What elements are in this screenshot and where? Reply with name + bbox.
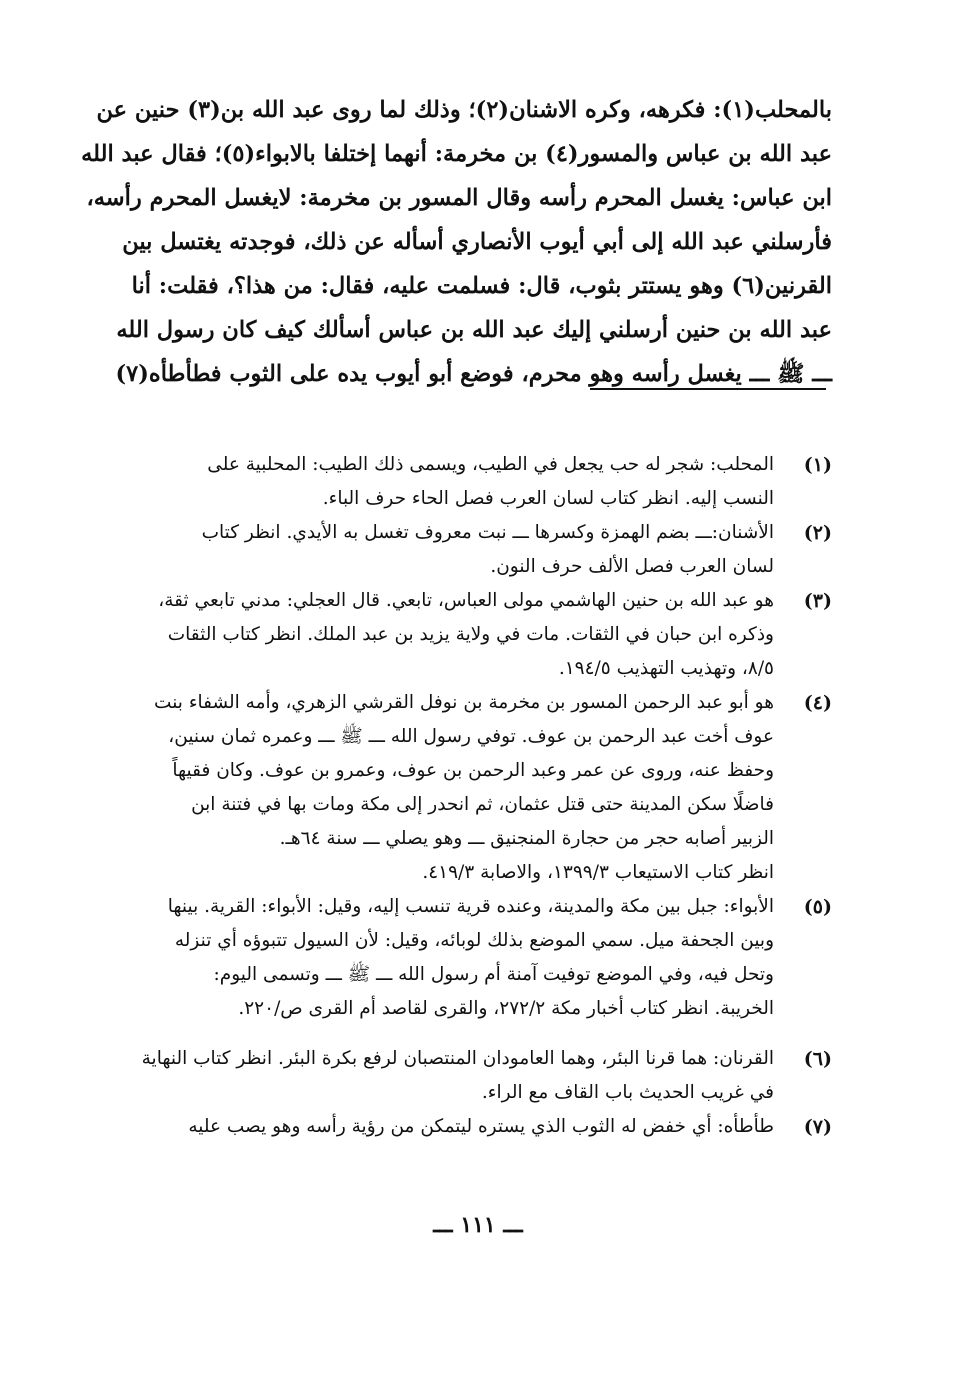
- main-text-line: ـــ ﷺ ـــ يغسل رأسه وهو محرم، فوضع أبو أيوب يده على الثوب فطأطأه(٧): [115, 361, 832, 387]
- main-text-line: عبد الله بن حنين أرسلني إليك عبد الله بن عباس أسألك كيف كان رسول الله: [116, 317, 832, 343]
- footnote-separator: [590, 388, 826, 390]
- footnote-line: هو عبد الله بن حنين الهاشمي مولى العباس، تابعي. قال العجلي: مدني تابعي ثقة،: [158, 590, 774, 611]
- footnote-body: [142, 1042, 774, 1110]
- footnote-line: الأبواء: جبل بين مكة والمدينة، وعنده قرية تنسب إليه، وقيل: الأبواء: القرية. بينها: [167, 896, 774, 917]
- footnote-line: في غريب الحديث باب القاف مع الراء.: [481, 1082, 774, 1103]
- main-text-block: [81, 88, 832, 396]
- footnote-line: الزبير أصابه حجر من حجارة المنجنيق ـــ وهو يصلي ـــ سنة ٦٤هـ.: [279, 828, 774, 849]
- footnote-number: (٣): [803, 590, 832, 612]
- footnote-line: وبين الجحفة ميل. سمي الموضع بذلك لوبائه، وقيل: لأن السيول تتبوؤه أي تنزله: [174, 930, 774, 951]
- footnote-line: القرنان: هما قرنا البئر، وهما العامودان المنتصبان لرفع بكرة البئر. انظر كتاب النهاية: [141, 1048, 774, 1069]
- footnote-line: فاضلًا سكن المدينة حتى قتل عثمان، ثم انحدر إلى مكة ومات بها في فتنة ابن: [191, 794, 774, 815]
- footnote-number: (٢): [803, 522, 832, 544]
- footnote-line: هو أبو عبد الرحمن المسور بن مخرمة بن نوفل القرشي الزهري، وأمه الشفاء بنت: [154, 692, 774, 713]
- footnote-line: الخريبة. انظر كتاب أخبار مكة ٢٧٢/٢، والقرى لقاصد أم القرى ص/٢٢٠.: [238, 998, 774, 1019]
- footnote-line: ٨/٥، وتهذيب التهذيب ١٩٤/٥.: [558, 658, 774, 679]
- footnote-line: عوف أخت عبد الرحمن بن عوف. توفي رسول الله ـــ ﷺ ـــ وعمره ثمان سنين،: [168, 726, 774, 747]
- footnote-line: انظر كتاب الاستيعاب ١٣٩٩/٣، والاصابة ٤١٩/٣.: [422, 862, 774, 883]
- footnote-line: وذكره ابن حبان في الثقات. مات في ولاية يزيد بن عبد الملك. انظر كتاب الثقات: [167, 624, 774, 645]
- footnote-line: الأشنان:ـــ بضم الهمزة وكسرها ـــ نبت معروف تغسل به الأيدي. انظر كتاب: [201, 522, 774, 543]
- main-text-line: عبد الله بن عباس والمسور(٤) بن مخرمة: أنهما إختلفا بالابواء(٥)؛ فقال عبد الله: [81, 141, 832, 167]
- main-text-line: القرنين(٦) وهو يستتر بثوب، قال: فسلمت عليه، فقال: من هذا؟، فقلت: أنا: [131, 273, 832, 299]
- footnote-1: [160, 448, 832, 516]
- footnote-body: [160, 516, 774, 584]
- footnotes: [141, 448, 832, 1144]
- main-text-line: بالمحلب(١): فكرهه، وكره الاشنان(٢)؛ وذلك لما روى عبد الله بن(٣) حنين عن: [96, 97, 832, 123]
- footnote-number: (٦): [803, 1048, 832, 1070]
- page-number: ـــ ١١١ ـــ: [433, 1212, 523, 1238]
- footnote-body: [154, 686, 774, 890]
- footnote-line: وتحل فيه، وفي الموضع توفيت آمنة أم رسول الله ـــ ﷺ ـــ وتسمى اليوم:: [213, 964, 774, 985]
- footnote-number: (٥): [803, 896, 832, 918]
- footnote-body: [160, 1110, 774, 1144]
- footnote-body: [160, 448, 774, 516]
- footnote-line: طأطأه: أي خفض له الثوب الذي يستره ليتمكن من رؤية رأسه وهو يصب عليه: [188, 1116, 774, 1137]
- footnote-3: [160, 584, 832, 686]
- footnote-6: [141, 1042, 832, 1110]
- footnote-body: [160, 890, 774, 1026]
- footnote-line: المحلب: شجر له حب يجعل في الطيب، ويسمى ذلك الطيب: المحلبية على: [207, 454, 774, 475]
- footnote-number: (٧): [803, 1116, 832, 1138]
- footnote-number: (١): [803, 454, 832, 476]
- footnote-line: النسب إليه. انظر كتاب لسان العرب فصل الحاء حرف الباء.: [322, 488, 774, 509]
- footnote-4: [154, 686, 832, 890]
- main-text-line: فأرسلني عبد الله إلى أبي أيوب الأنصاري أسأله عن ذلك، فوجدته يغتسل بين: [122, 229, 832, 255]
- footnote-line: وحفظ عنه، وروى عن عمر وعبد الرحمن بن عوف، وعمرو بن عوف. وكان فقيهاً: [172, 760, 774, 781]
- footnote-7: [160, 1110, 832, 1144]
- footnote-body: [158, 584, 774, 686]
- footnote-2: [160, 516, 832, 584]
- footnote-5: [160, 890, 832, 1026]
- main-text-line: ابن عباس: يغسل المحرم رأسه وقال المسور بن مخرمة: لايغسل المحرم رأسه،: [86, 185, 832, 211]
- footnote-line: لسان العرب فصل الألف حرف النون.: [490, 556, 774, 577]
- footnote-number: (٤): [803, 692, 832, 714]
